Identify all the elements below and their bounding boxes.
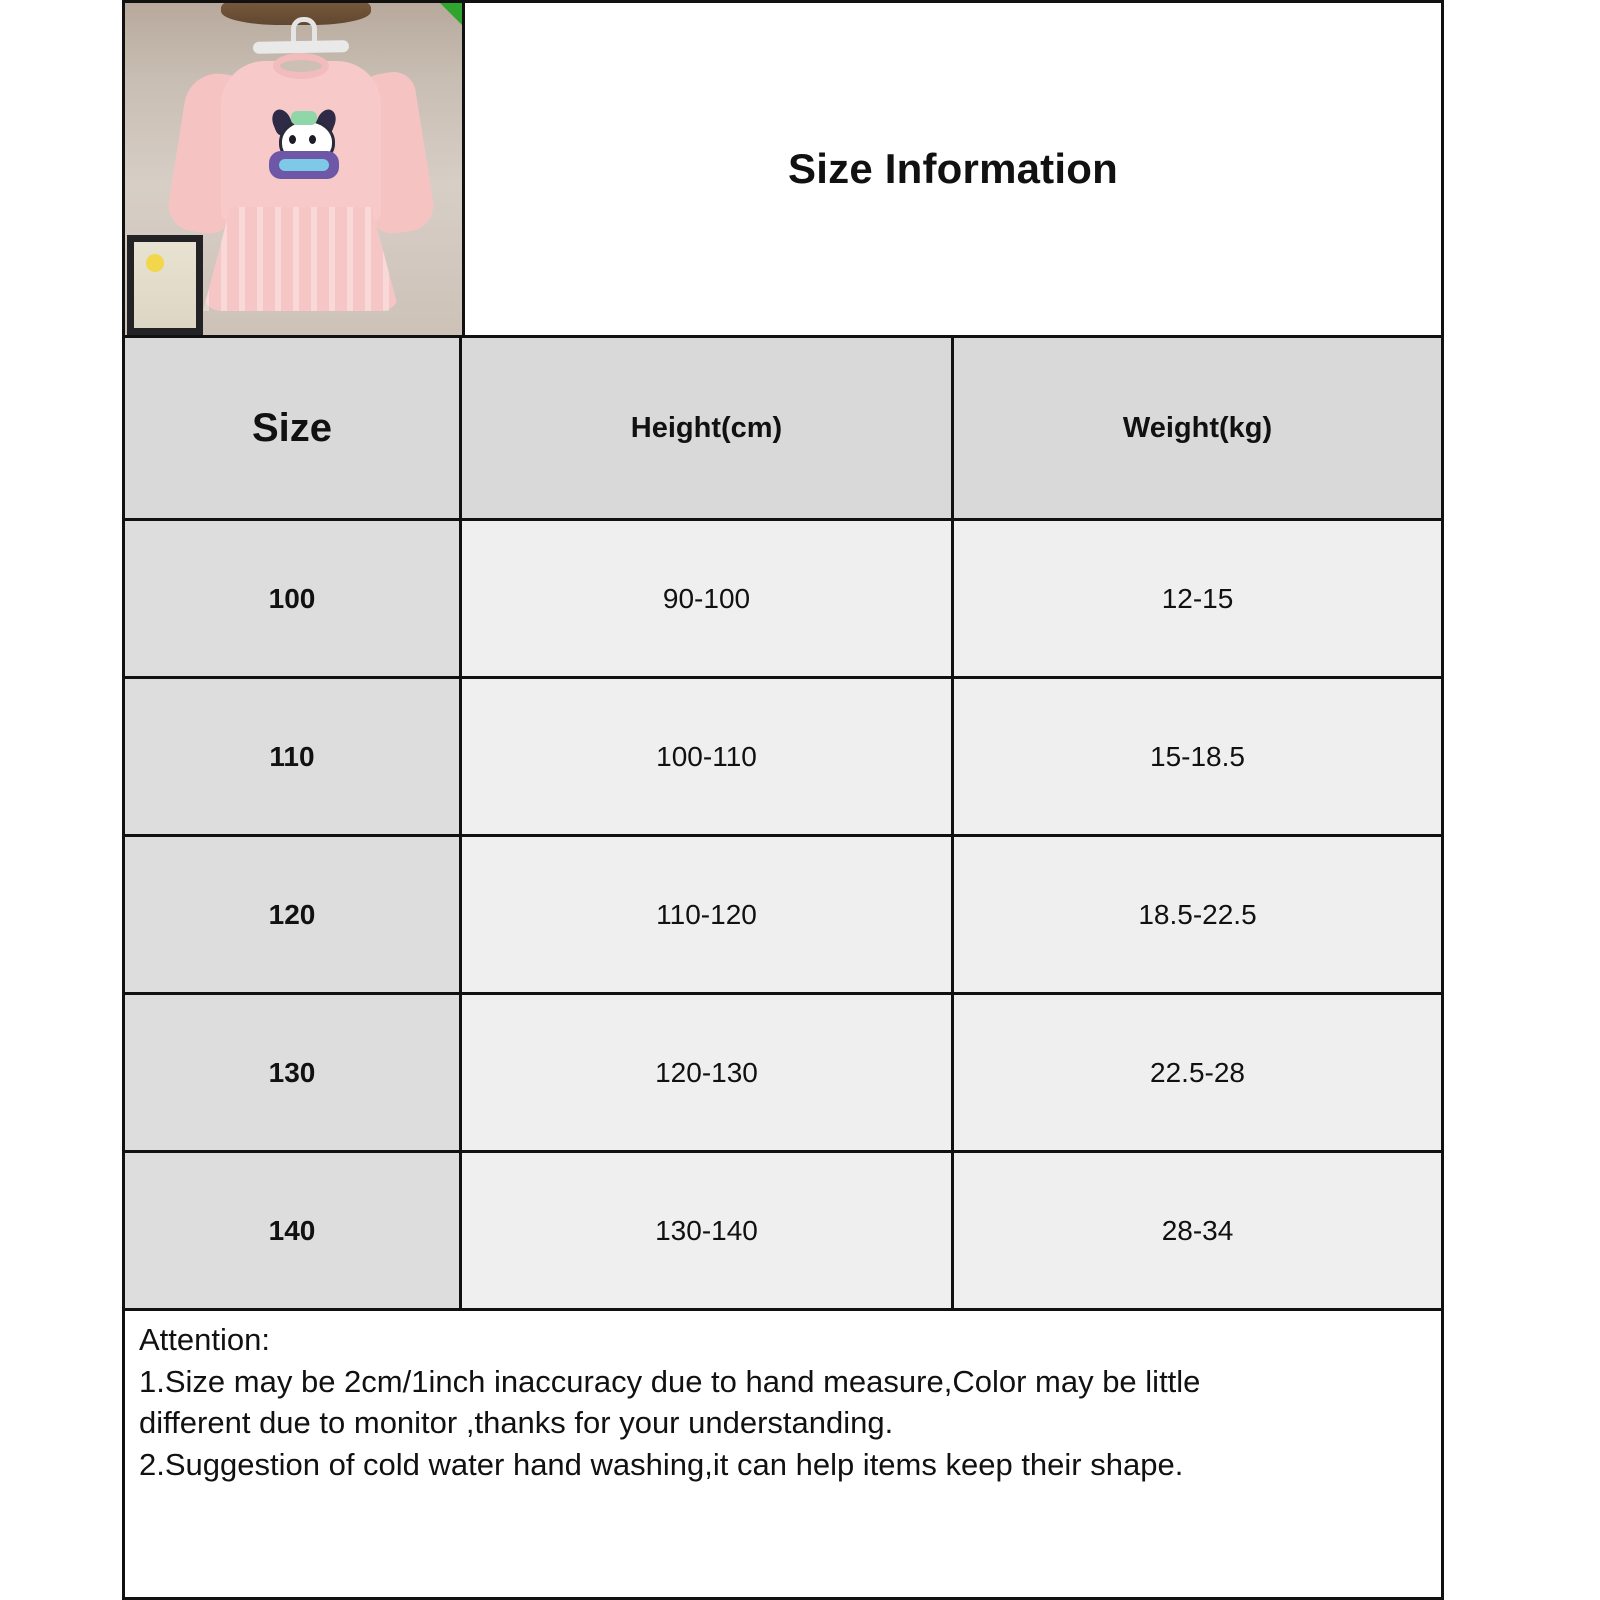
cell-weight <box>954 521 1441 676</box>
cell-height <box>462 521 954 676</box>
cartoon-print-icon <box>265 109 343 183</box>
dress-skirt <box>203 207 399 311</box>
cell-weight-value: 18.5-22.5 <box>1138 898 1257 930</box>
cell-height-value: 110-120 <box>656 898 757 930</box>
attention-block <box>125 1308 1441 1597</box>
cell-size-value: 130 <box>268 1056 316 1088</box>
cell-height <box>462 995 954 1150</box>
cell-weight-value: 28-34 <box>1161 1214 1234 1246</box>
cell-height-value: 120-130 <box>655 1056 758 1088</box>
table-row <box>125 521 1441 679</box>
cell-weight <box>954 995 1441 1150</box>
cell-height <box>462 1153 954 1308</box>
cell-size <box>125 679 462 834</box>
corner-marker-icon <box>440 3 462 25</box>
cell-weight <box>954 1153 1441 1308</box>
column-header-size <box>125 338 462 518</box>
attention-line-2: 2.Suggestion of cold water hand washing,it can help items keep their shape. <box>139 1446 1184 1482</box>
table-header-row <box>125 338 1441 521</box>
header-row <box>125 3 1441 338</box>
cell-height-value: 100-110 <box>656 740 757 772</box>
product-photo <box>125 3 465 335</box>
attention-line-1a: 1.Size may be 2cm/1inch inaccuracy due to hand measure,Color may be little <box>139 1363 1201 1399</box>
cell-height <box>462 679 954 834</box>
attention-line-1b: different due to monitor ,thanks for your understanding. <box>139 1405 894 1441</box>
size-table <box>125 338 1441 1308</box>
cell-weight-value: 22.5-28 <box>1150 1056 1245 1088</box>
column-header-weight <box>954 338 1441 518</box>
table-row <box>125 837 1441 995</box>
cell-size-value: 140 <box>268 1214 316 1246</box>
cell-height-value: 130-140 <box>655 1214 758 1246</box>
print-bow <box>291 111 317 125</box>
cell-height <box>462 837 954 992</box>
print-eye-right <box>309 135 316 144</box>
print-body <box>269 151 339 179</box>
title-cell <box>465 3 1441 335</box>
cell-height-value: 90-100 <box>662 582 751 614</box>
column-header-size-label: Size <box>251 405 333 450</box>
table-row <box>125 1153 1441 1308</box>
cell-weight <box>954 837 1441 992</box>
page-title: Size Information <box>788 145 1118 192</box>
cell-size <box>125 521 462 676</box>
column-header-weight-label: Weight(kg) <box>1122 411 1273 444</box>
cell-size-value: 110 <box>269 740 315 772</box>
table-row <box>125 995 1441 1153</box>
column-header-height-label: Height(cm) <box>630 411 783 444</box>
print-eye-left <box>289 135 296 144</box>
cell-size <box>125 837 462 992</box>
table-row <box>125 679 1441 837</box>
cell-size-value: 120 <box>268 898 316 930</box>
cell-size <box>125 1153 462 1308</box>
dress-illustration <box>177 47 425 317</box>
cell-size <box>125 995 462 1150</box>
column-header-height <box>462 338 954 518</box>
size-chart-card <box>122 0 1444 1600</box>
cell-weight-value: 15-18.5 <box>1150 740 1245 772</box>
cell-weight <box>954 679 1441 834</box>
attention-heading: Attention: <box>139 1322 270 1357</box>
dress-collar <box>273 53 329 79</box>
cell-size-value: 100 <box>268 582 316 614</box>
cell-weight-value: 12-15 <box>1161 582 1234 614</box>
